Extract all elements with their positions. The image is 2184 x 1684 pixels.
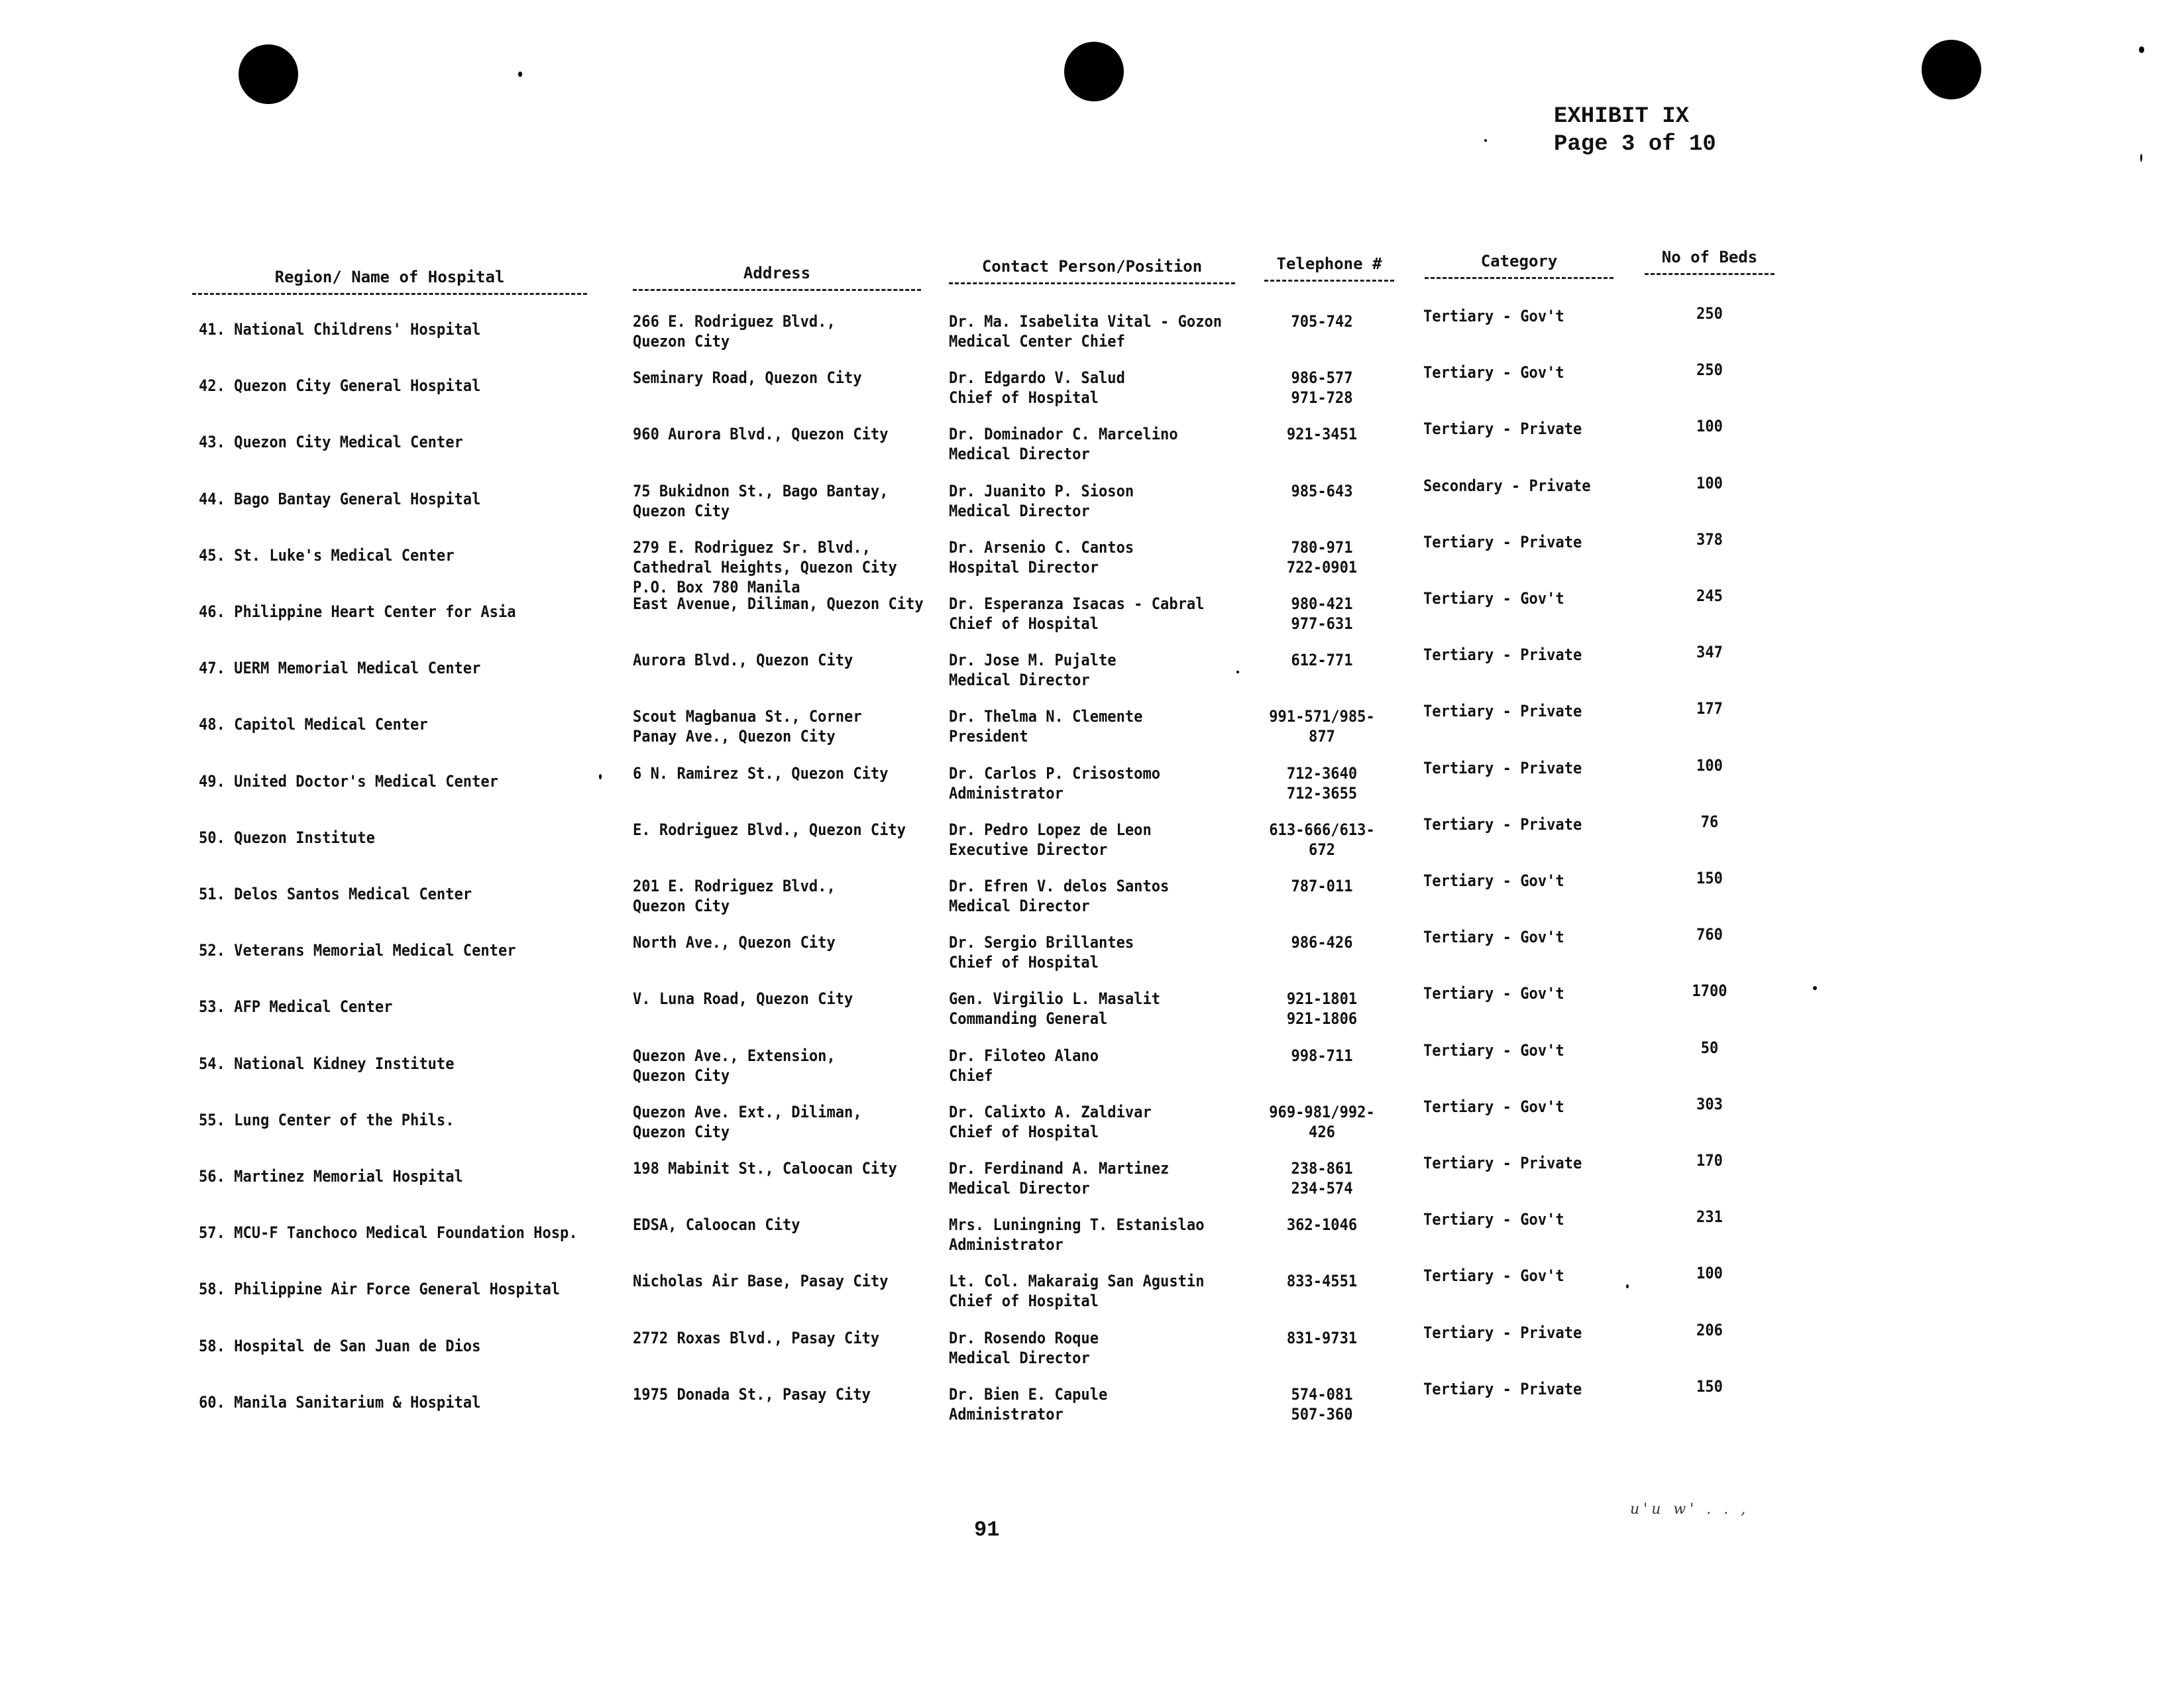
- bed-count: 100: [1696, 417, 1723, 436]
- bed-count: 50: [1700, 1038, 1719, 1057]
- hospital-category: Tertiary - Private: [1423, 420, 1582, 439]
- hospital-address: 266 E. Rodriguez Blvd., Quezon City: [633, 312, 836, 351]
- bed-count: 245: [1696, 587, 1723, 605]
- hospital-address: 960 Aurora Blvd., Quezon City: [633, 425, 889, 444]
- scan-speck: [1484, 139, 1487, 142]
- hospital-address: 1975 Donada St., Pasay City: [633, 1384, 871, 1404]
- contact-person: Dr. Filoteo Alano Chief: [949, 1046, 1099, 1085]
- hospital-category: Tertiary - Gov't: [1423, 363, 1564, 382]
- hospital-name: 42. Quezon City General Hospital: [199, 376, 481, 396]
- column-header-contact: Contact Person/Position: [949, 257, 1235, 284]
- telephone-number: 362-1046: [1286, 1215, 1358, 1235]
- scan-speck: [2140, 154, 2142, 162]
- telephone-number: 705-742: [1291, 312, 1353, 331]
- telephone-number: 998-711: [1291, 1046, 1353, 1065]
- hospital-category: Tertiary - Private: [1423, 1154, 1582, 1172]
- column-header-category: Category: [1425, 252, 1613, 279]
- bed-count: 206: [1696, 1320, 1723, 1339]
- bed-count: 250: [1696, 361, 1723, 380]
- table-row: [0, 643, 2184, 706]
- contact-person: Lt. Col. Makaraig San Agustin Chief of Hospital: [949, 1272, 1205, 1311]
- hospital-name: 48. Capitol Medical Center: [199, 715, 428, 734]
- hospital-category: Tertiary - Private: [1423, 702, 1582, 721]
- hospital-address: Quezon Ave., Extension, Quezon City: [633, 1046, 836, 1085]
- hospital-category: Tertiary - Private: [1423, 532, 1582, 551]
- contact-person: Dr. Edgardo V. Salud Chief of Hospital: [949, 368, 1125, 408]
- bed-count: 150: [1696, 869, 1723, 887]
- contact-person: Dr. Bien E. Capule Administrator: [949, 1384, 1108, 1424]
- hospital-category: Tertiary - Private: [1423, 1379, 1582, 1398]
- punch-hole-right: [1922, 40, 1981, 99]
- contact-person: Mrs. Luningning T. Estanislao Administrator: [949, 1215, 1205, 1255]
- hospital-category: Tertiary - Gov't: [1423, 1210, 1564, 1229]
- hospital-category: Tertiary - Private: [1423, 758, 1582, 777]
- bed-count: 100: [1696, 756, 1723, 775]
- hospital-address: Quezon Ave. Ext., Diliman, Quezon City: [633, 1102, 862, 1141]
- handwritten-mark: u'u w' . . ,: [1630, 1501, 1750, 1518]
- telephone-number: 921-3451: [1286, 425, 1358, 444]
- contact-person: Dr. Calixto A. Zaldivar Chief of Hospital: [949, 1102, 1152, 1141]
- punch-hole-left: [239, 44, 298, 104]
- hospital-name: 58. Hospital de San Juan de Dios: [199, 1336, 481, 1355]
- hospital-category: Tertiary - Gov't: [1423, 984, 1564, 1003]
- bed-count: 378: [1696, 530, 1723, 549]
- table-row: [0, 417, 2184, 480]
- contact-person: Dr. Thelma N. Clemente President: [949, 707, 1143, 746]
- contact-person: Dr. Jose M. Pujalte Medical Director: [949, 651, 1117, 690]
- hospital-name: 41. National Childrens' Hospital: [199, 320, 481, 339]
- hospital-category: Tertiary - Gov't: [1423, 871, 1564, 890]
- hospital-category: Tertiary - Private: [1423, 646, 1582, 665]
- telephone-number: 574-081 507-360: [1291, 1384, 1353, 1424]
- telephone-number: 780-971 722-0901: [1286, 537, 1358, 577]
- scan-speck: [518, 72, 522, 77]
- bed-count: 347: [1696, 643, 1723, 662]
- table-row: [0, 982, 2184, 1045]
- contact-person: Dr. Juanito P. Sioson Medical Director: [949, 481, 1134, 520]
- table-row: [0, 1207, 2184, 1271]
- table-row: [0, 1320, 2184, 1384]
- hospital-category: Tertiary - Gov't: [1423, 1266, 1564, 1286]
- table-row: [0, 812, 2184, 876]
- telephone-number: 921-1801 921-1806: [1286, 989, 1358, 1029]
- contact-person: Dr. Pedro Lopez de Leon Executive Director: [949, 820, 1152, 859]
- telephone-number: 969-981/992-426: [1269, 1102, 1375, 1141]
- contact-person: Dr. Efren V. delos Santos Medical Director: [949, 877, 1170, 915]
- table-row: [0, 756, 2184, 820]
- punch-hole-center: [1064, 42, 1124, 101]
- hospital-category: Tertiary - Gov't: [1423, 928, 1564, 947]
- table-row: [0, 925, 2184, 989]
- table-row: [0, 473, 2184, 537]
- hospital-name: 52. Veterans Memorial Medical Center: [199, 941, 516, 960]
- column-header-address: Address: [633, 264, 921, 291]
- telephone-number: 985-643: [1291, 481, 1353, 500]
- telephone-number: 991-571/985-877: [1269, 707, 1375, 746]
- table-row: [0, 869, 2184, 932]
- hospital-address: 279 E. Rodriguez Sr. Blvd., Cathedral Heights, Quezon City P.O. Box 780 Manila: [633, 537, 897, 596]
- table-row: [0, 361, 2184, 424]
- contact-person: Dr. Ma. Isabelita Vital - Gozon Medical Center Chief: [949, 312, 1223, 351]
- hospital-name: 47. UERM Memorial Medical Center: [199, 659, 481, 678]
- column-header-phone: Telephone #: [1264, 254, 1394, 282]
- page-indicator: Page 3 of 10: [1554, 132, 1716, 157]
- bed-count: 231: [1696, 1207, 1723, 1227]
- hospital-address: E. Rodriguez Blvd., Quezon City: [633, 820, 906, 839]
- table-row: [0, 1376, 2184, 1441]
- hospital-category: Tertiary - Gov't: [1423, 1097, 1564, 1116]
- hospital-category: Tertiary - Private: [1423, 1323, 1582, 1342]
- hospital-address: 2772 Roxas Blvd., Pasay City: [633, 1328, 880, 1347]
- hospital-name: 50. Quezon Institute: [199, 828, 375, 847]
- telephone-number: 238-861 234-574: [1291, 1159, 1353, 1198]
- contact-person: Dr. Sergio Brillantes Chief of Hospital: [949, 933, 1134, 972]
- bed-count: 170: [1696, 1151, 1723, 1170]
- bed-count: 100: [1696, 473, 1723, 492]
- telephone-number: 613-666/613-672: [1269, 820, 1375, 859]
- hospital-address: East Avenue, Diliman, Quezon City: [633, 594, 924, 613]
- contact-person: Dr. Ferdinand A. Martinez Medical Director: [949, 1159, 1170, 1198]
- column-header-beds: No of Beds: [1645, 248, 1774, 275]
- hospital-address: 198 Mabinit St., Caloocan City: [633, 1159, 897, 1178]
- contact-person: Dr. Esperanza Isacas - Cabral Chief of Hospital: [949, 594, 1205, 633]
- scan-speck: [2139, 46, 2144, 53]
- bed-count: 250: [1696, 304, 1723, 323]
- hospital-name: 57. MCU-F Tanchoco Medical Foundation Hosp.: [199, 1223, 578, 1243]
- hospital-category: Tertiary - Private: [1423, 814, 1582, 834]
- telephone-number: 787-011: [1291, 877, 1353, 895]
- bed-count: 1700: [1692, 982, 1727, 1001]
- hospital-address: V. Luna Road, Quezon City: [633, 989, 853, 1009]
- table-row: [0, 304, 2184, 368]
- exhibit-title: EXHIBIT IX: [1554, 104, 1690, 129]
- bed-count: 100: [1696, 1264, 1723, 1283]
- hospital-address: North Ave., Quezon City: [633, 933, 836, 952]
- hospital-name: 43. Quezon City Medical Center: [199, 433, 463, 452]
- hospital-address: Aurora Blvd., Quezon City: [633, 651, 853, 670]
- contact-person: Dr. Dominador C. Marcelino Medical Director: [949, 425, 1178, 464]
- telephone-number: 612-771: [1291, 651, 1353, 670]
- hospital-name: 53. AFP Medical Center: [199, 997, 393, 1017]
- hospital-name: 46. Philippine Heart Center for Asia: [199, 602, 516, 621]
- hospital-name: 56. Martinez Memorial Hospital: [199, 1167, 463, 1186]
- hospital-name: 44. Bago Bantay General Hospital: [199, 489, 481, 508]
- table-row: [0, 1264, 2184, 1327]
- telephone-number: 831-9731: [1286, 1328, 1358, 1347]
- hospital-address: EDSA, Caloocan City: [633, 1215, 800, 1235]
- hospital-category: Tertiary - Gov't: [1423, 589, 1564, 608]
- hospital-address: Nicholas Air Base, Pasay City: [633, 1272, 889, 1291]
- hospital-category: Secondary - Private: [1423, 476, 1591, 495]
- bed-count: 76: [1700, 812, 1719, 831]
- contact-person: Gen. Virgilio L. Masalit Commanding General: [949, 989, 1161, 1029]
- telephone-number: 986-426: [1291, 933, 1353, 952]
- hospital-address: Seminary Road, Quezon City: [633, 368, 862, 388]
- hospital-name: 49. United Doctor's Medical Center: [199, 771, 498, 791]
- page-number: 91: [974, 1518, 1000, 1542]
- bed-count: 303: [1696, 1094, 1723, 1113]
- bed-count: 760: [1696, 925, 1723, 944]
- bed-count: 177: [1696, 699, 1723, 718]
- hospital-name: 55. Lung Center of the Phils.: [199, 1110, 455, 1129]
- hospital-address: 75 Bukidnon St., Bago Bantay, Quezon City: [633, 481, 889, 520]
- hospital-name: 54. National Kidney Institute: [199, 1054, 455, 1073]
- hospital-address: 201 E. Rodriguez Blvd., Quezon City: [633, 877, 836, 915]
- table-row: [0, 587, 2184, 650]
- hospital-address: Scout Magbanua St., Corner Panay Ave., Quezon City: [633, 707, 862, 746]
- table-row: [0, 1038, 2184, 1102]
- contact-person: Dr. Arsenio C. Cantos Hospital Director: [949, 537, 1134, 577]
- contact-person: Dr. Carlos P. Crisostomo Administrator: [949, 763, 1161, 803]
- hospital-name: 45. St. Luke's Medical Center: [199, 545, 455, 565]
- telephone-number: 986-577 971-728: [1291, 368, 1353, 408]
- telephone-number: 833-4551: [1286, 1272, 1358, 1291]
- contact-person: Dr. Rosendo Roque Medical Director: [949, 1328, 1099, 1367]
- hospital-address: 6 N. Ramirez St., Quezon City: [633, 763, 889, 783]
- hospital-name: 60. Manila Sanitarium & Hospital: [199, 1392, 481, 1412]
- exhibit-heading: [1554, 103, 1716, 158]
- hospital-category: Tertiary - Gov't: [1423, 1040, 1564, 1060]
- telephone-number: 712-3640 712-3655: [1286, 763, 1358, 803]
- telephone-number: 980-421 977-631: [1291, 594, 1353, 633]
- hospital-name: 58. Philippine Air Force General Hospital: [199, 1280, 561, 1299]
- hospital-category: Tertiary - Gov't: [1423, 307, 1564, 325]
- table-row: [0, 1151, 2184, 1215]
- hospital-name: 51. Delos Santos Medical Center: [199, 885, 472, 903]
- table-row: [0, 1094, 2184, 1158]
- column-header-name: Region/ Name of Hospital: [192, 268, 587, 295]
- table-row: [0, 699, 2184, 763]
- bed-count: 150: [1696, 1376, 1723, 1396]
